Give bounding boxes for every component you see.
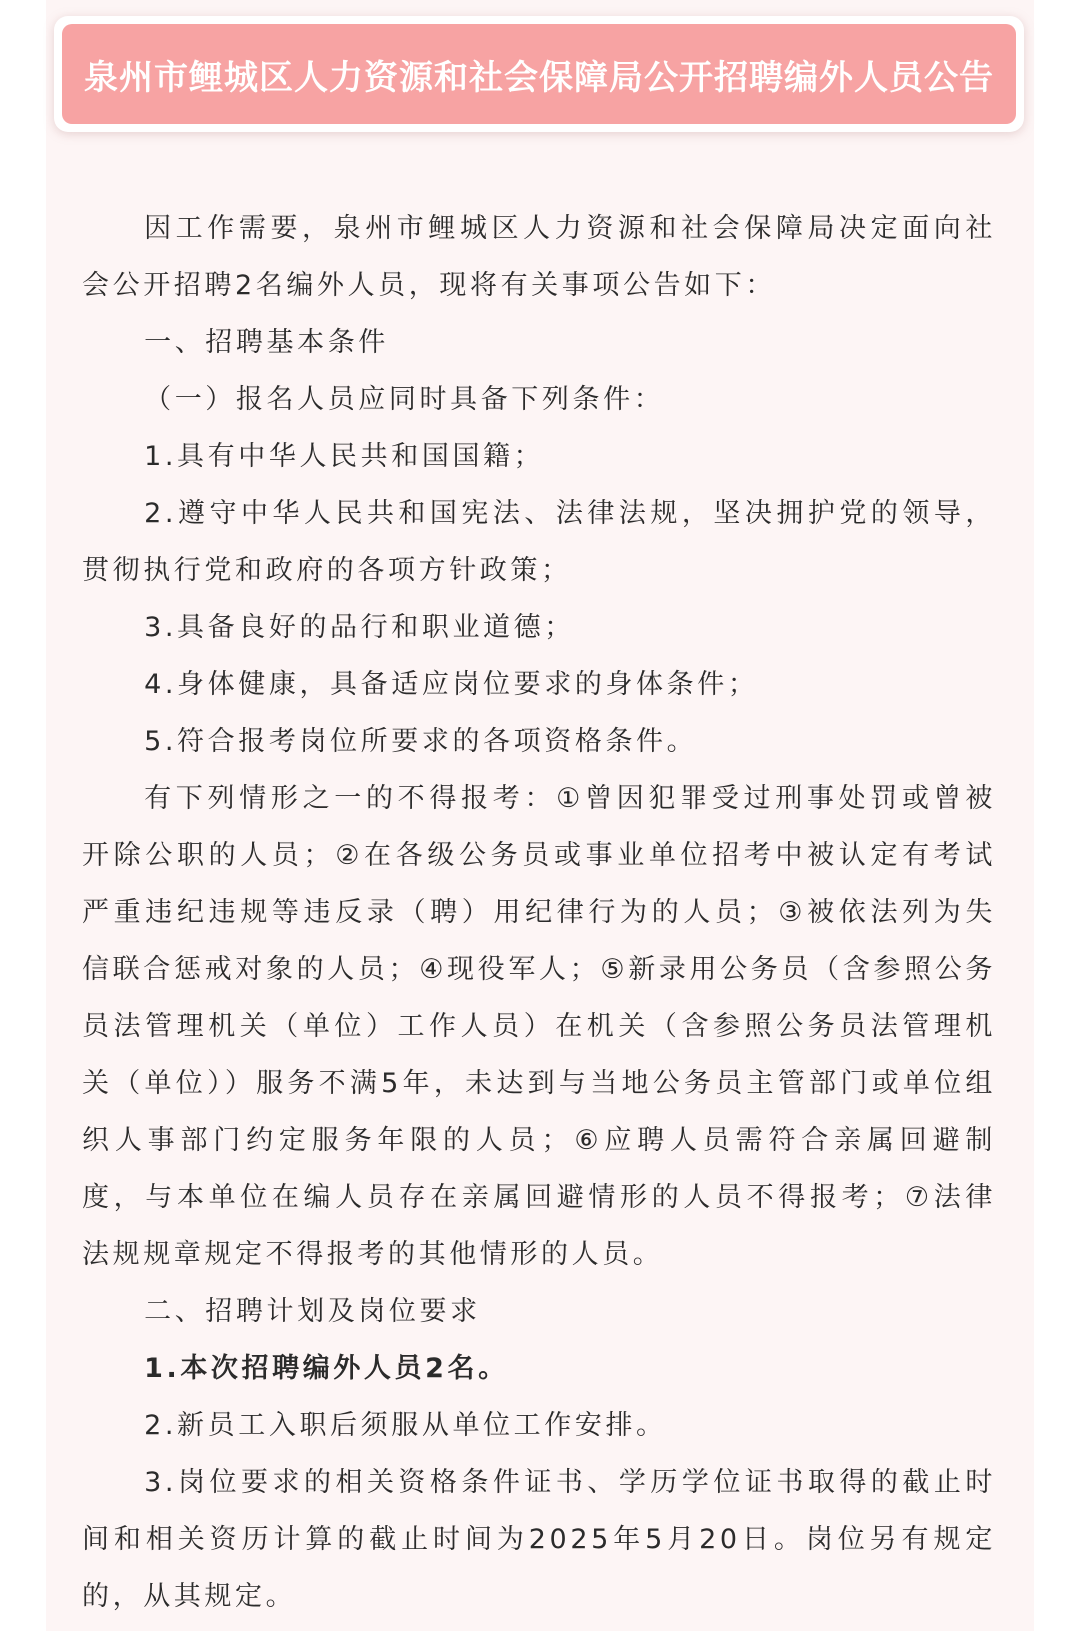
section-heading-plan: 二、招聘计划及岗位要求 xyxy=(144,1296,481,1327)
plan-item-1: 1.本次招聘编外人员2名。 xyxy=(144,1353,509,1384)
plan-item-2: 2.新员工入职后须服从单位工作安排。 xyxy=(144,1410,667,1441)
section-heading-basic-conditions: 一、招聘基本条件 xyxy=(144,327,389,358)
exclusion-paragraph: 有下列情形之一的不得报考：①曾因犯罪受过刑事处罚或曾被开除公职的人员；②在各级公务员或事业单位招考中被认定有考试严重违纪违规等违反录（聘）用纪律行为的人员；③被依法列为失信联合惩戒对象的人员；④现役军人；⑤新录用公务员（含参照公务员法管理机关（单位）工作人员）在机关（含参照公务员法管理机关（单位））服务不满5年，未达到与当地公务员主管部门或单位组织人事部门约定服务年限的人员；⑥应聘人员需符合亲属回避制度，与本单位在编人员存在亲属回避情形的人员不得报考；⑦法律法规规章规定不得报考的其他情形的人员。 xyxy=(82,783,996,1270)
subsection-heading-requirements: （一）报名人员应同时具备下列条件： xyxy=(144,384,665,415)
intro-paragraph: 因工作需要，泉州市鲤城区人力资源和社会保障局决定面向社会公开招聘2名编外人员，现将有关事项公告如下： xyxy=(82,213,996,301)
condition-item-2: 2.遵守中华人民共和国宪法、法律法规，坚决拥护党的领导，贯彻执行党和政府的各项方针政策； xyxy=(82,498,996,586)
condition-item-4: 4.身体健康，具备适应岗位要求的身体条件； xyxy=(144,669,759,700)
title-banner xyxy=(62,24,1016,124)
condition-item-3: 3.具备良好的品行和职业道德； xyxy=(144,612,575,643)
condition-item-5: 5.符合报考岗位所要求的各项资格条件。 xyxy=(144,726,698,757)
announcement-title: 泉州市鲤城区人力资源和社会保障局公开招聘编外人员公告 xyxy=(84,57,994,98)
announcement-body xyxy=(82,200,996,1625)
plan-item-3: 3.岗位要求的相关资格条件证书、学历学位证书取得的截止时间和相关资历计算的截止时间为2025年5月20日。岗位另有规定的，从其规定。 xyxy=(82,1467,996,1612)
condition-item-1: 1.具有中华人民共和国国籍； xyxy=(144,441,545,472)
